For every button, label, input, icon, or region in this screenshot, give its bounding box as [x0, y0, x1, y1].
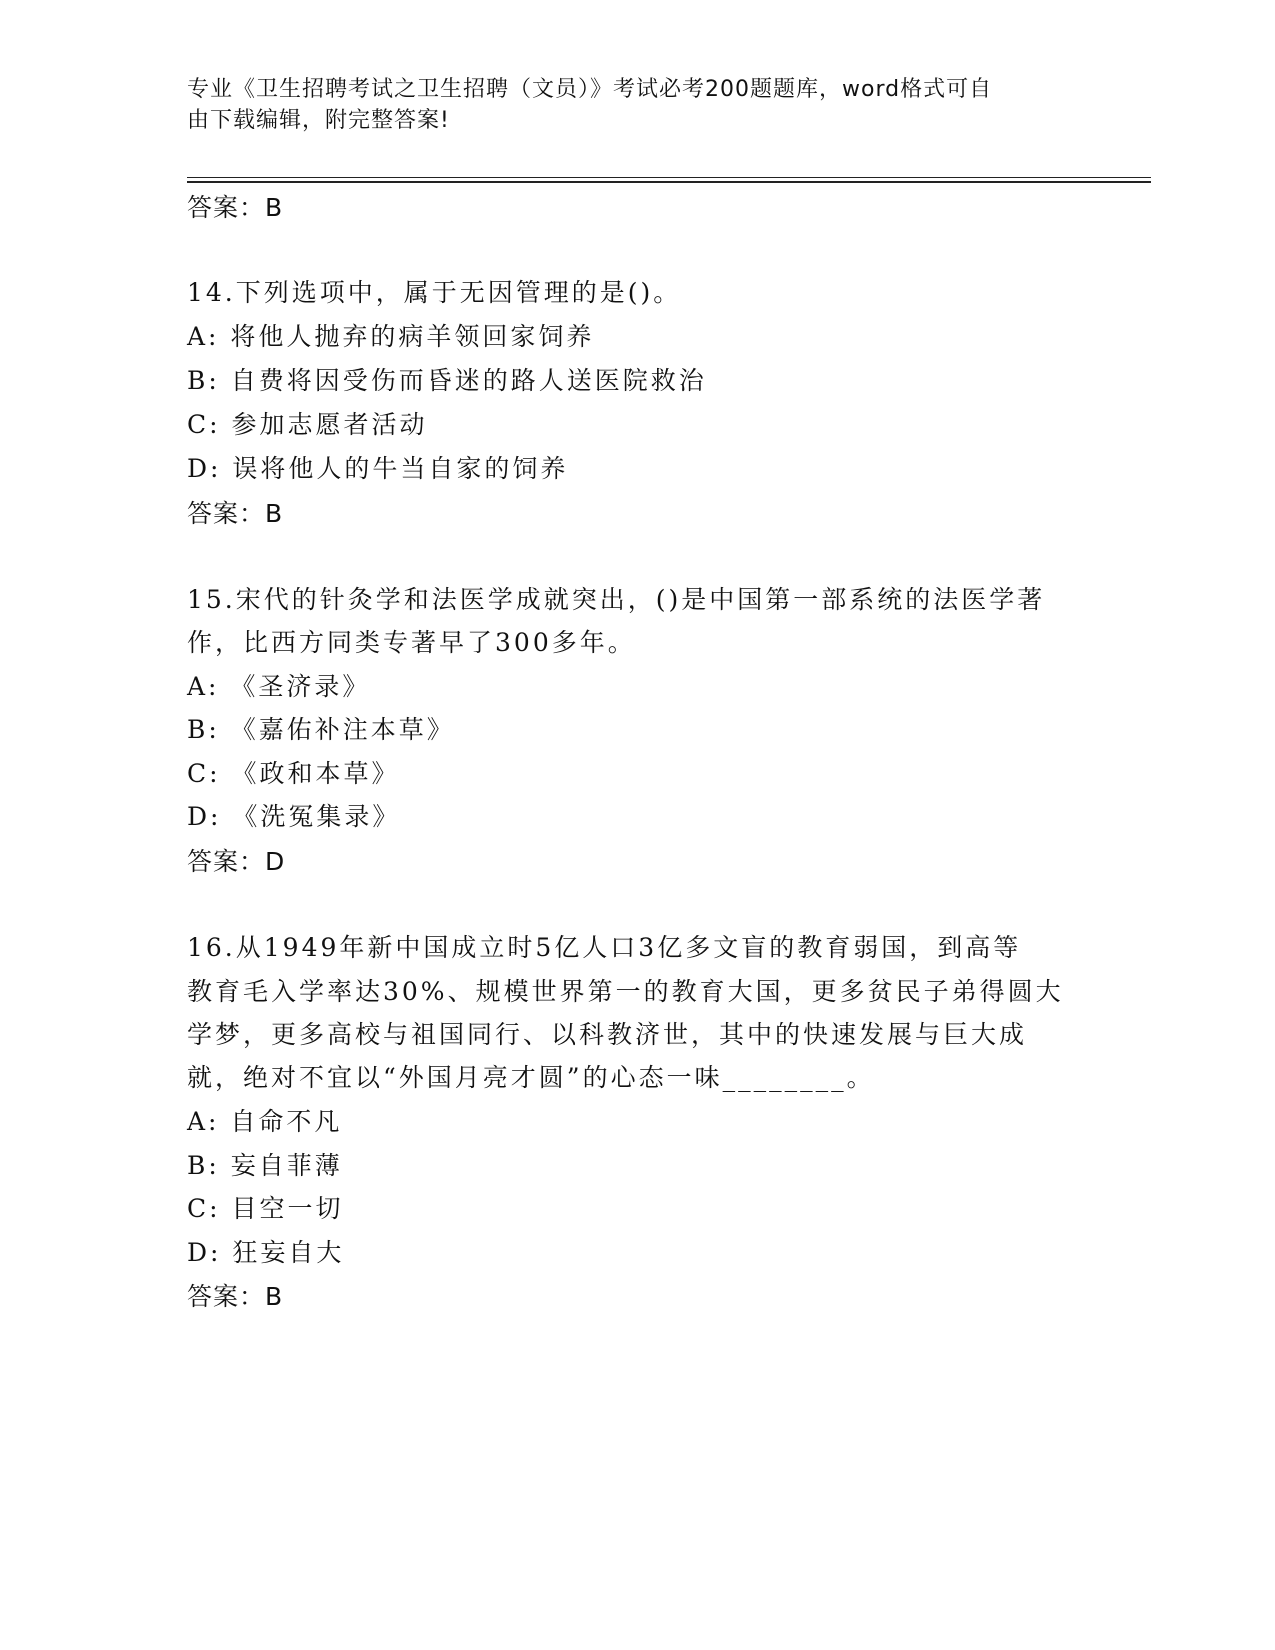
- header-divider-thin: [187, 177, 1151, 178]
- question-15-option-d: D: 《洗冤集录》: [187, 802, 401, 831]
- question-14-option-a: A: 将他人抛弃的病羊领回家饲养: [187, 322, 595, 351]
- question-16-text-line-3: 学梦，更多高校与祖国同行、以科教济世，其中的快速发展与巨大成: [187, 1020, 1028, 1049]
- header-line-1: 专业《卫生招聘考试之卫生招聘（文员）》考试必考200题题库，word格式可自: [187, 77, 993, 102]
- question-14-text: 14.下列选项中，属于无因管理的是()。: [187, 278, 682, 307]
- question-14-option-b: B: 自费将因受伤而昏迷的路人送医院救治: [187, 366, 707, 395]
- document-header: [187, 74, 1067, 136]
- question-16-option-d: D: 狂妄自大: [187, 1238, 345, 1267]
- question-15-text-line-1: 15.宋代的针灸学和法医学成就突出，()是中国第一部系统的法医学著: [187, 585, 1046, 614]
- question-14-answer: 答案：B: [187, 499, 284, 528]
- question-15-option-c: C: 《政和本草》: [187, 759, 400, 788]
- question-16-text-line-1: 16.从1949年新中国成立时5亿人口3亿多文盲的教育弱国，到高等: [187, 933, 1022, 962]
- question-15-option-a: A: 《圣济录》: [187, 672, 371, 701]
- question-16-text-line-4: 就，绝对不宜以“外国月亮才圆”的心态一味________。: [187, 1063, 875, 1092]
- header-line-2: 由下载编辑，附完整答案!: [187, 108, 450, 133]
- question-15-answer: 答案：D: [187, 847, 286, 876]
- question-15-option-b: B: 《嘉佑补注本草》: [187, 715, 455, 744]
- answer-prev: 答案：B: [187, 193, 284, 222]
- question-16-option-a: A: 自命不凡: [187, 1107, 343, 1136]
- question-14-option-d: D: 误将他人的牛当自家的饲养: [187, 454, 569, 483]
- question-16-answer: 答案：B: [187, 1282, 284, 1311]
- header-divider-thick: [187, 181, 1151, 183]
- question-16-option-c: C: 目空一切: [187, 1194, 344, 1223]
- question-16-option-b: B: 妄自菲薄: [187, 1151, 343, 1180]
- question-15-text-line-2: 作，比西方同类专著早了300多年。: [187, 628, 636, 657]
- question-14-option-c: C: 参加志愿者活动: [187, 410, 428, 439]
- question-16-text-line-2: 教育毛入学率达30%、规模世界第一的教育大国，更多贫民子弟得圆大: [187, 977, 1064, 1006]
